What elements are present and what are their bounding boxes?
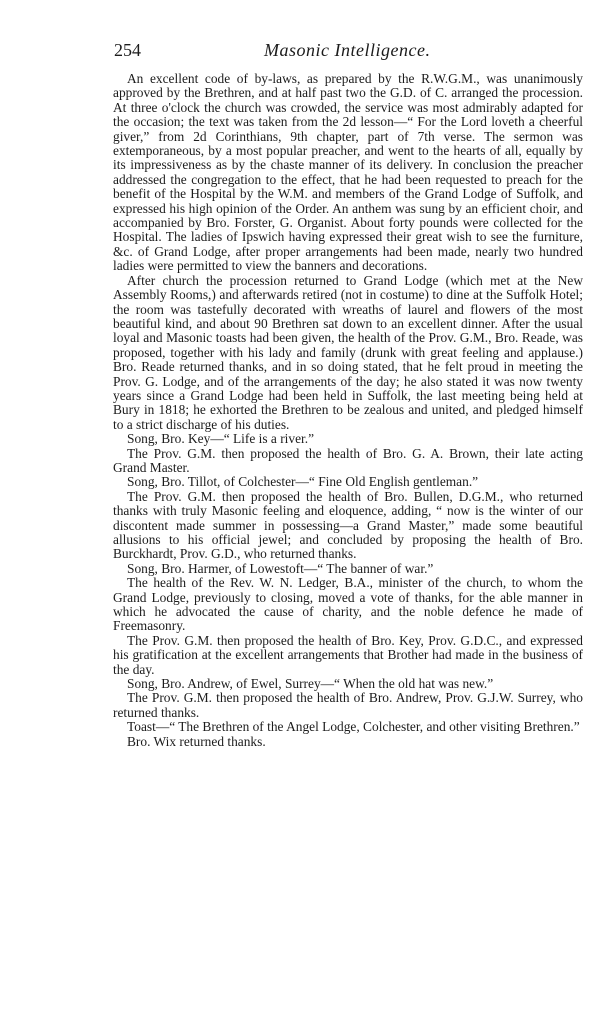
paragraph-bylaws-and-service: An excellent code of by-laws, as prepared by the R.W.G.M., was unanimously approved by the Brethren, and at half past two the G.D. of C. arranged the procession. At three o'clock the church was crowded, the service was most admirably adapted for the occasion; the text was taken from the 2d lesson—“ For the Lord loveth a cheerful giver,” from 2d Corinthians, 9th chapter, part of 7th verse. The sermon was extemporaneous, by a most popular preacher, and went to the hearts of all, equally by its impressiveness as by the chaste manner of its delivery. In conclusion the preacher addressed the congregation to the effect, that he had been requested to preach for the benefit of the Hospital by the W.M. and members of the Grand Lodge of Suffolk, and expressed his high opinion of the Order. An anthem was sung by an efficient choir, and accompanied by Bro. Forster, G. Organist. About forty pounds were collected for the Hospital. The ladies of Ipswich having expressed their great wish to see the furniture, &c. of Grand Lodge, after proper arrangements had been made, nearly two hundred ladies were permitted to view the banners and decorations.	[113, 71, 583, 274]
running-title: Masonic Intelligence.	[264, 40, 431, 60]
page-number: 254	[114, 40, 141, 60]
paragraph-toast-angel-lodge: Toast—“ The Brethren of the Angel Lodge, Colchester, and other visiting Brethren.”	[127, 719, 580, 735]
paragraph-toast-bullen: The Prov. G.M. then proposed the health of Bro. Bullen, D.G.M., who returned thanks with truly Masonic feeling and eloquence, adding, “ now is the winter of our discontent made summer in possessing—a Grand Master,” made some beautiful allusions to his official jewel; and concluded by proposing the health of Bro. Burckhardt, Prov. G.D., who returned thanks.	[113, 488, 583, 562]
paragraph-toast-key: The Prov. G.M. then proposed the health of Bro. Key, Prov. G.D.C., and expressed his gratification at the excellent arrangements that Brother had made in the business of the day.	[113, 632, 583, 677]
paragraph-song-andrew: Song, Bro. Andrew, of Ewel, Surrey—“ When the old hat was new.”	[127, 676, 494, 692]
page-header	[114, 40, 573, 64]
paragraph-toast-ledger: The health of the Rev. W. N. Ledger, B.A., minister of the church, to whom the Grand Lodge, previously to closing, moved a vote of thanks, for the able manner in which he advocated the cause of charity, and the noble defence he made of Freemasonry.	[113, 575, 583, 634]
paragraph-toast-brown: The Prov. G.M. then proposed the health of Bro. G. A. Brown, their late acting Grand Master.	[113, 445, 583, 475]
paragraph-song-harmer: Song, Bro. Harmer, of Lowestoft—“ The banner of war.”	[127, 560, 434, 576]
paragraph-wix-thanks: Bro. Wix returned thanks.	[127, 733, 266, 749]
paragraph-dinner: After church the procession returned to Grand Lodge (which met at the New Assembly Rooms,) and afterwards retired (not in costume) to dine at the Suffolk Hotel; the room was tastefully decorated with wreaths of laurel and flowers of the most beautiful kind, and about 90 Brethren sat down to an excellent dinner. After the usual loyal and Masonic toasts had been given, the health of the Prov. G.M., Bro. Reade, was proposed, together with his lady and family (drunk with great feeling and applause.) Bro. Reade returned thanks, and in so doing stated, that he felt proud in meeting the Prov. G. Lodge, and of the arrangements of the day; he also stated it was now twenty years since a Grand Lodge had been held in Suffolk, the last meeting being held at Bury in 1818; he exhorted the Brethren to be zealous and united, and pledged himself to a strict discharge of his duties.	[113, 272, 583, 432]
paragraph-song-key: Song, Bro. Key—“ Life is a river.”	[127, 431, 315, 447]
article-body	[113, 72, 583, 749]
paragraph-song-tillot: Song, Bro. Tillot, of Colchester—“ Fine Old English gentleman.”	[127, 474, 479, 490]
paragraph-toast-andrew: The Prov. G.M. then proposed the health of Bro. Andrew, Prov. G.J.W. Surrey, who returned thanks.	[113, 690, 583, 720]
